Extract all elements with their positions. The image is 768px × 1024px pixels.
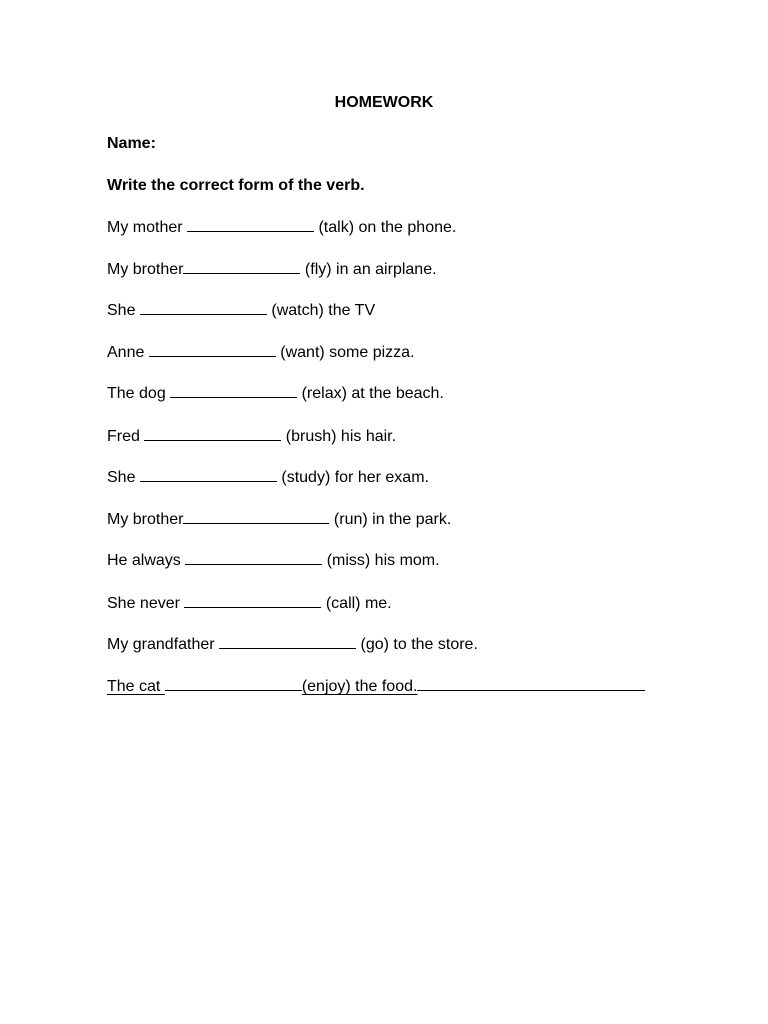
answer-blank-9[interactable]	[185, 550, 322, 565]
trailing-underline	[417, 676, 645, 691]
sentence-5-after: (relax) at the beach.	[297, 385, 444, 402]
answer-blank-1[interactable]	[187, 217, 314, 232]
sentence-3	[107, 300, 375, 321]
sentence-3-before: She	[107, 302, 140, 319]
answer-blank-8[interactable]	[183, 509, 329, 524]
sentence-11	[107, 634, 478, 655]
answer-blank-3[interactable]	[140, 300, 267, 315]
sentence-6-after: (brush) his hair.	[281, 428, 397, 445]
sentence-1-before: My mother	[107, 219, 188, 236]
name-label: Name:	[107, 135, 156, 152]
sentence-10-before: She never	[107, 595, 185, 612]
sentence-1-after: (talk) on the phone.	[314, 219, 457, 236]
sentence-3-after: (watch) the TV	[266, 302, 376, 319]
sentence-4-after: (want) some pizza.	[275, 344, 415, 361]
sentence-9-before: He always	[107, 552, 186, 569]
answer-blank-6[interactable]	[144, 426, 281, 441]
sentence-7-after: (study) for her exam.	[276, 469, 429, 486]
sentence-11-before: My grandfather	[107, 636, 220, 653]
answer-blank-2[interactable]	[183, 259, 300, 274]
answer-blank-5[interactable]	[170, 383, 297, 398]
answer-blank-7[interactable]	[140, 467, 277, 482]
sentence-7	[107, 467, 429, 488]
sentence-9	[107, 550, 440, 571]
sentence-7-before: She	[107, 469, 140, 486]
sentence-9-after: (miss) his mom.	[322, 552, 440, 569]
sentence-5	[107, 383, 444, 404]
sentence-11-after: (go) to the store.	[356, 636, 478, 653]
sentence-5-before: The dog	[107, 385, 171, 402]
sentence-8	[107, 509, 451, 530]
answer-blank-11[interactable]	[219, 634, 356, 649]
sentence-12	[107, 676, 645, 697]
answer-blank-4[interactable]	[149, 342, 276, 357]
sentence-4-before: Anne	[107, 344, 149, 361]
sentence-2-before: My brother	[107, 261, 184, 278]
page-title: HOMEWORK	[334, 94, 434, 111]
sentence-6-before: Fred	[107, 428, 145, 445]
answer-blank-12[interactable]	[165, 676, 302, 691]
sentence-1	[107, 217, 456, 238]
sentence-4	[107, 342, 415, 363]
sentence-12-before: The cat	[107, 678, 165, 695]
instruction: Write the correct form of the verb.	[107, 177, 365, 194]
answer-blank-10[interactable]	[184, 593, 321, 608]
sentence-8-after: (run) in the park.	[329, 511, 452, 528]
sentence-8-before: My brother	[107, 511, 184, 528]
sentence-6	[107, 426, 396, 447]
sentence-2	[107, 259, 437, 280]
sentence-12-after: (enjoy) the food.	[301, 678, 418, 695]
sentence-2-after: (fly) in an airplane.	[300, 261, 437, 278]
sentence-10	[107, 593, 392, 614]
sentence-10-after: (call) me.	[321, 595, 392, 612]
